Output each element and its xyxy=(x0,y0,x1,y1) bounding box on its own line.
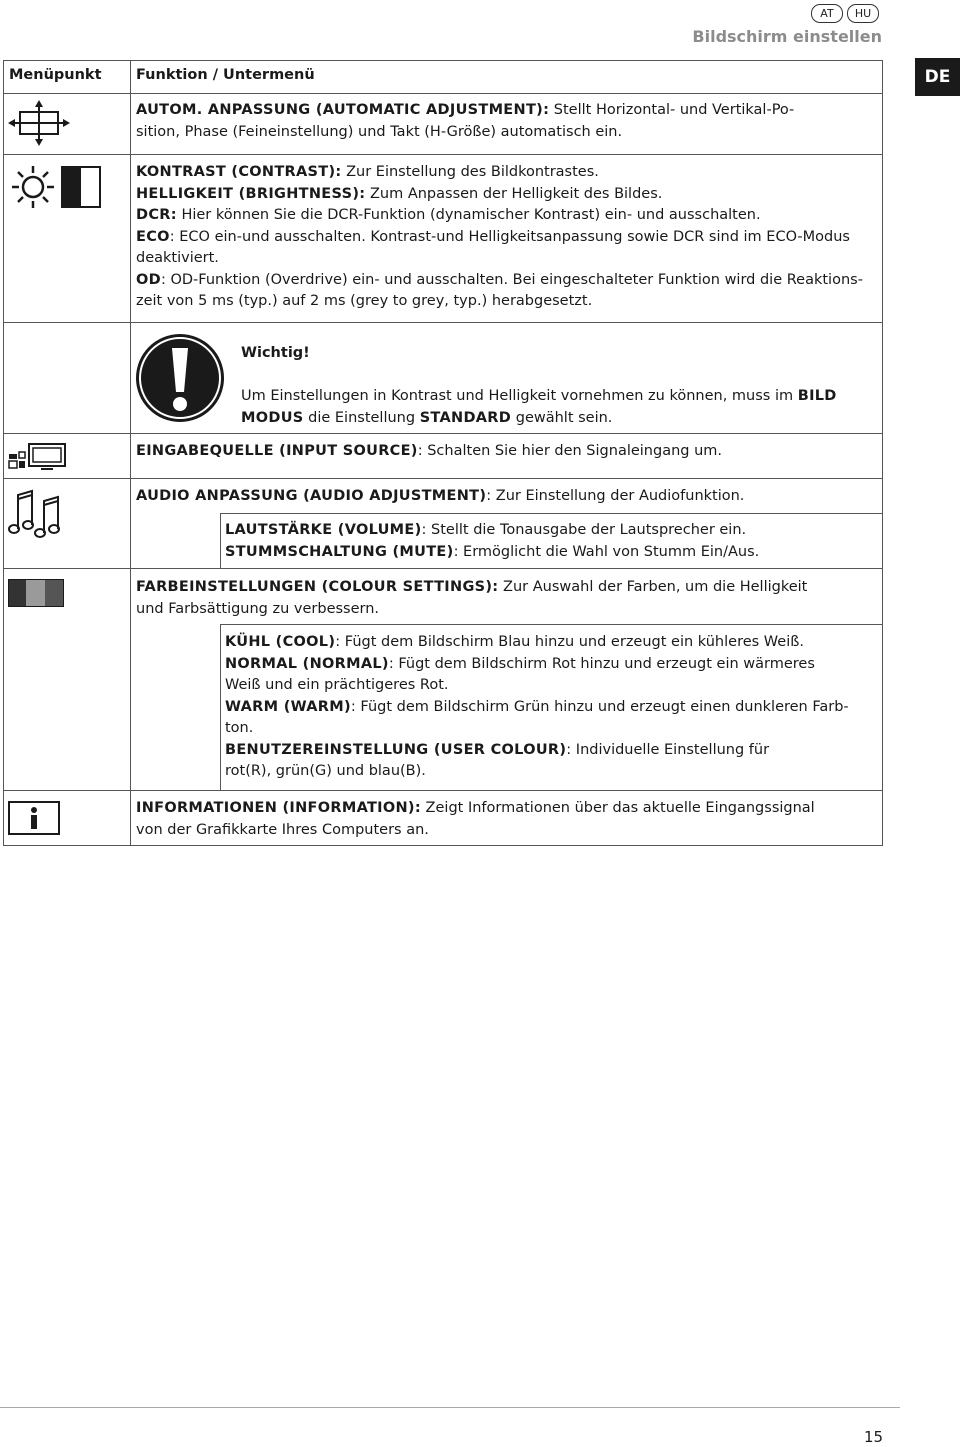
page-header-title: Bildschirm einstellen xyxy=(692,27,882,46)
volume-text: : Stellt die Tonausgabe der Lautsprecher ein. xyxy=(421,522,747,538)
information-text: Zeigt Informationen über das aktuelle Eingangssignal xyxy=(420,800,815,816)
volume-keyword: LAUTSTÄRKE (VOLUME) xyxy=(225,522,422,538)
colour-submenu xyxy=(225,632,875,783)
table-divider xyxy=(3,790,883,791)
warning-title: Wichtig! xyxy=(241,345,310,361)
table-divider xyxy=(3,433,883,434)
normal-keyword: NORMAL (NORMAL) xyxy=(225,655,389,672)
dcr-keyword: DCR: xyxy=(136,207,177,223)
auto-adjust-text: Stellt Horizontal- und Vertikal-Po- xyxy=(549,102,795,118)
brightness-text: Zum Anpassen der Helligkeit des Bildes. xyxy=(365,185,663,202)
brightness-keyword: HELLIGKEIT (BRIGHTNESS): xyxy=(136,185,366,202)
input-source-keyword: EINGABEQUELLE (INPUT SOURCE) xyxy=(136,443,418,459)
auto-adjust-icon xyxy=(8,100,70,146)
language-tab-de: DE xyxy=(915,58,960,96)
warm-text: : Fügt dem Bildschirm Grün hinzu und erzeugt einen dunkleren Farb- xyxy=(350,698,849,715)
od-text: : OD-Funktion (Overdrive) ein- und ausschalten. Bei eingeschalteter Funktion wird die Reaktions- xyxy=(160,271,863,288)
auto-adjust-description xyxy=(136,100,876,143)
information-text-line2: von der Grafikkarte Ihres Computers an. xyxy=(136,821,429,838)
table-subcolumn-divider xyxy=(220,513,221,568)
warning-keyword-modus: MODUS xyxy=(241,409,304,426)
music-notes-icon xyxy=(8,487,64,539)
brightness-contrast-icon xyxy=(8,164,102,210)
user-colour-text: : Individuelle Einstellung für xyxy=(566,741,770,758)
colour-text-line2: und Farbsättigung zu verbessern. xyxy=(136,600,380,617)
table-divider xyxy=(3,93,883,94)
input-source-text: : Schalten Sie hier den Signaleingang um. xyxy=(417,443,723,459)
table-divider xyxy=(3,568,883,569)
od-text-line2: zeit von 5 ms (typ.) auf 2 ms (grey to grey, typ.) herabgesetzt. xyxy=(136,293,593,309)
contrast-text: Zur Einstellung des Bildkontrastes. xyxy=(341,164,599,180)
audio-keyword: AUDIO ANPASSUNG (AUDIO ADJUSTMENT) xyxy=(136,488,487,504)
dcr-text: Hier können Sie die DCR-Funktion (dynamischer Kontrast) ein- und ausschalten. xyxy=(176,207,761,223)
information-icon xyxy=(8,801,60,835)
warning-icon xyxy=(134,332,226,424)
table-divider xyxy=(3,322,883,323)
column-header-menu: Menüpunkt xyxy=(9,67,102,83)
table-border-top xyxy=(3,60,883,61)
country-badge-hu: HU xyxy=(847,4,879,23)
footer-divider xyxy=(0,1407,900,1408)
eco-keyword: ECO xyxy=(136,228,170,245)
auto-adjust-text-line2: sition, Phase (Feineinstellung) und Takt (H-Größe) automatisch ein. xyxy=(136,123,623,140)
warning-text-part1: Um Einstellungen in Kontrast und Helligkeit vornehmen zu können, muss im xyxy=(241,388,798,404)
eco-text-line2: deaktiviert. xyxy=(136,250,219,266)
table-column-divider xyxy=(130,60,131,846)
contrast-keyword: KONTRAST (CONTRAST): xyxy=(136,164,342,180)
warning-keyword-standard: STANDARD xyxy=(419,409,512,426)
mute-text: : Ermöglicht die Wahl von Stumm Ein/Aus. xyxy=(453,543,760,560)
audio-text: : Zur Einstellung der Audiofunktion. xyxy=(486,488,745,504)
user-colour-keyword: BENUTZEREINSTELLUNG (USER COLOUR) xyxy=(225,741,567,758)
colour-settings-icon xyxy=(8,579,64,607)
normal-text: : Fügt dem Bildschirm Rot hinzu und erzeugt ein wärmeres xyxy=(388,655,815,672)
table-border-left xyxy=(3,60,4,846)
warning-text-part2: die Einstellung xyxy=(303,409,420,426)
table-border-right xyxy=(882,60,883,846)
cool-keyword: KÜHL (COOL) xyxy=(225,634,336,650)
od-keyword: OD xyxy=(136,271,161,288)
colour-description xyxy=(136,577,881,620)
page-number: 15 xyxy=(864,1428,884,1446)
table-divider xyxy=(3,154,883,155)
warning-text-part3: gewählt sein. xyxy=(511,409,613,426)
mute-keyword: STUMMSCHALTUNG (MUTE) xyxy=(225,543,454,560)
picture-settings-description xyxy=(136,162,876,313)
colour-text: Zur Auswahl der Farben, um die Helligkeit xyxy=(498,579,808,595)
input-source-description xyxy=(136,441,876,463)
table-border-bottom xyxy=(3,845,883,846)
information-keyword: INFORMATIONEN (INFORMATION): xyxy=(136,800,421,816)
input-source-icon xyxy=(8,440,68,472)
user-colour-text-line2: rot(R), grün(G) und blau(B). xyxy=(225,763,426,779)
warning-keyword-bild: BILD xyxy=(797,388,837,404)
table-divider xyxy=(220,513,883,514)
country-badge-at: AT xyxy=(811,4,843,23)
audio-submenu xyxy=(225,520,875,563)
eco-text: : ECO ein-und ausschalten. Kontrast-und Helligkeitsanpassung sowie DCR sind im ECO-Modus xyxy=(169,228,850,245)
table-divider xyxy=(3,478,883,479)
table-subcolumn-divider xyxy=(220,624,221,790)
warm-text-line2: ton. xyxy=(225,720,254,736)
cool-text: : Fügt dem Bildschirm Blau hinzu und erzeugt ein kühleres Weiß. xyxy=(335,634,804,650)
warning-text xyxy=(241,386,871,429)
column-header-function: Funktion / Untermenü xyxy=(136,67,315,83)
auto-adjust-keyword: AUTOM. ANPASSUNG (AUTOMATIC ADJUSTMENT): xyxy=(136,102,550,118)
audio-description xyxy=(136,486,876,508)
table-divider xyxy=(220,624,883,625)
colour-keyword: FARBEINSTELLUNGEN (COLOUR SETTINGS): xyxy=(136,579,499,595)
warm-keyword: WARM (WARM) xyxy=(225,698,351,715)
information-description xyxy=(136,798,876,841)
normal-text-line2: Weiß und ein prächtigeres Rot. xyxy=(225,677,449,693)
